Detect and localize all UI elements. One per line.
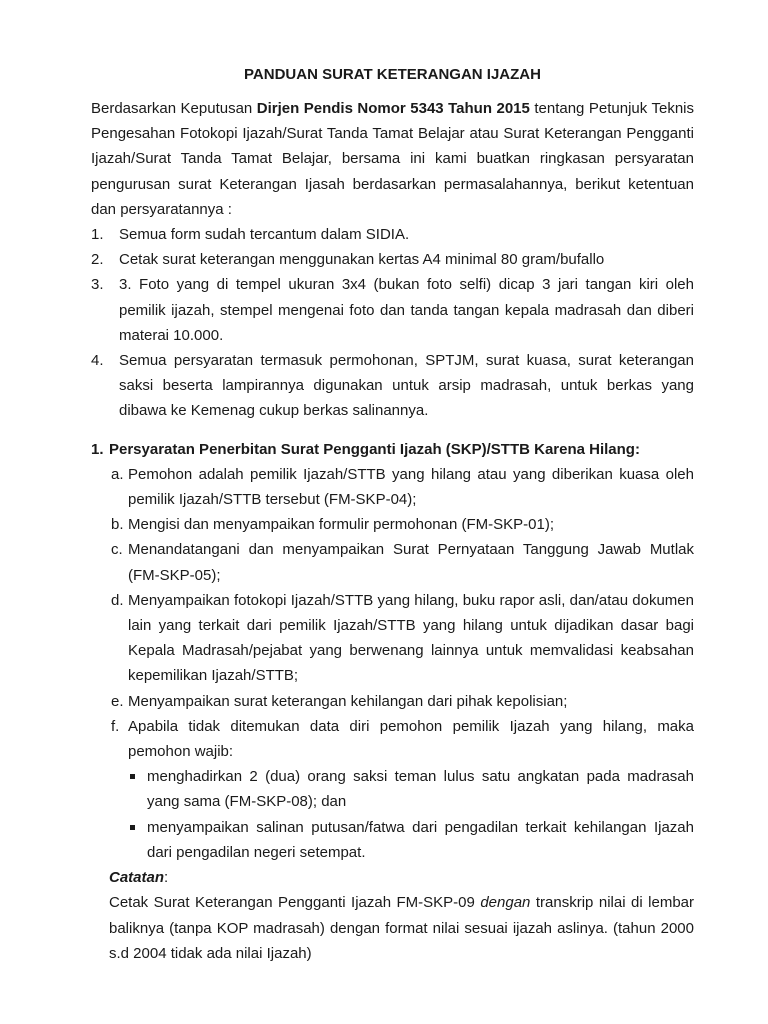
document-title: PANDUAN SURAT KETERANGAN IJAZAH — [244, 66, 541, 83]
note-heading-text: Catatan — [109, 869, 165, 887]
section-heading-text: Persyaratan Penerbitan Surat Pengganti Ijazah (SKP)/STTB Karena Hilang: — [109, 440, 640, 458]
list-item-text: Menyampaikan fotokopi Ijazah/STTB yang hilang, buku rapor asli, dan/atau dokumen lain yang terkait dari pemilik Ijazah/STTB yang hilang untuk dijadikan dasar bagi Kepala Madrasah/pejabat yang berwenang lainnya untuk memvalidasi keabsahan kepemilikan Ijazah/STTB; — [128, 591, 694, 685]
section-lost-certificate — [91, 437, 694, 966]
list-item-text: Pemohon adalah pemilik Ijazah/STTB yang hilang atau yang diberikan kuasa oleh pemilik Ijazah/STTB tersebut (FM-SKP-04); — [128, 465, 694, 509]
list-item — [91, 272, 694, 348]
list-item — [109, 588, 694, 689]
list-item-text: Semua persyaratan termasuk permohonan, SPTJM, surat kuasa, surat keterangan saksi beserta lampirannya digunakan untuk arsip madrasah, untuk berkas yang dibawa ke Kemenag cukup berkas salinannya. — [119, 352, 694, 420]
list-item-letter: b. — [111, 516, 124, 534]
list-item — [109, 512, 694, 537]
note-body — [109, 890, 694, 966]
intro-paragraph — [91, 96, 694, 222]
list-item-number: 2. — [91, 251, 104, 269]
list-item — [109, 689, 694, 714]
note-text-italic: dengan — [480, 894, 531, 912]
section-requirements-list — [91, 462, 694, 865]
list-item-letter: f. — [111, 717, 120, 735]
list-item-number: 1. — [91, 226, 104, 244]
witness-requirements-list — [128, 764, 694, 865]
list-item-text: Cetak surat keterangan menggunakan kertas A4 minimal 80 gram/bufallo — [119, 251, 605, 269]
intro-text-after: tentang Petunjuk Teknis Pengesahan Fotokopi Ijazah/Surat Tanda Tamat Belajar atau Surat Keterangan Pengganti Ijazah/Surat Tanda Tamat Belajar, bersama ini kami buatkan ringkasan persyaratan pengurusan surat Keterangan Ijasah berdasarkan permasalahannya, berikut ketentuan dan persyaratannya : — [91, 100, 694, 218]
square-bullet-icon — [130, 774, 135, 779]
list-item-letter: e. — [111, 692, 124, 710]
list-item-text: Apabila tidak ditemukan data diri pemohon pemilik Ijazah yang hilang, maka pemohon wajib: — [128, 717, 694, 761]
note-text-after: transkrip nilai di lembar baliknya (tanpa KOP madrasah) dengan format nilai sesuai ijazah aslinya. (tahun 2000 s.d 2004 tidak ada nilai Ijazah) — [109, 894, 694, 962]
section-heading — [91, 437, 694, 462]
intro-text-before: Berdasarkan Keputusan — [91, 100, 257, 117]
list-item — [91, 222, 694, 247]
note-heading-colon: : — [164, 869, 169, 887]
intro-decree-reference: Dirjen Pendis Nomor 5343 Tahun 2015 — [256, 100, 530, 117]
note-block — [91, 865, 694, 966]
list-item-number: 3. — [91, 276, 104, 294]
list-item-text: Mengisi dan menyampaikan formulir permohonan (FM-SKP-01); — [128, 516, 555, 534]
list-item-text: 3. Foto yang di tempel ukuran 3x4 (bukan foto selfi) dicap 3 jari tangan kiri oleh pemilik ijazah, stempel mengenai foto dan tanda tangan kepala madrasah dan diberi materai 10.000. — [119, 276, 694, 344]
square-bullet-icon — [130, 825, 135, 830]
list-item-text: Menyampaikan surat keterangan kehilangan dari pihak kepolisian; — [128, 692, 568, 710]
bullet-item — [128, 764, 694, 814]
list-item — [109, 537, 694, 587]
bullet-item — [128, 815, 694, 865]
bullet-item-text: menyampaikan salinan putusan/fatwa dari pengadilan terkait kehilangan Ijazah dari pengadilan negeri setempat. — [147, 818, 694, 861]
section-number: 1. — [91, 440, 104, 458]
list-item-number: 4. — [91, 352, 104, 370]
list-item-letter: d. — [111, 591, 124, 609]
note-heading — [109, 865, 694, 890]
general-requirements-list — [91, 222, 694, 424]
list-item — [91, 247, 694, 272]
list-item — [109, 462, 694, 512]
list-item — [109, 714, 694, 865]
list-item-letter: a. — [111, 465, 124, 483]
list-item-text: Menandatangani dan menyampaikan Surat Pernyataan Tanggung Jawab Mutlak (FM-SKP-05); — [128, 541, 694, 584]
note-text-before: Cetak Surat Keterangan Pengganti Ijazah FM-SKP-09 — [109, 894, 481, 912]
list-item-text: Semua form sudah tercantum dalam SIDIA. — [119, 226, 410, 244]
document-page — [91, 62, 694, 966]
bullet-item-text: menghadirkan 2 (dua) orang saksi teman lulus satu angkatan pada madrasah yang sama (FM-SKP-08); dan — [147, 768, 694, 811]
list-item — [91, 348, 694, 424]
list-item-letter: c. — [111, 541, 123, 559]
